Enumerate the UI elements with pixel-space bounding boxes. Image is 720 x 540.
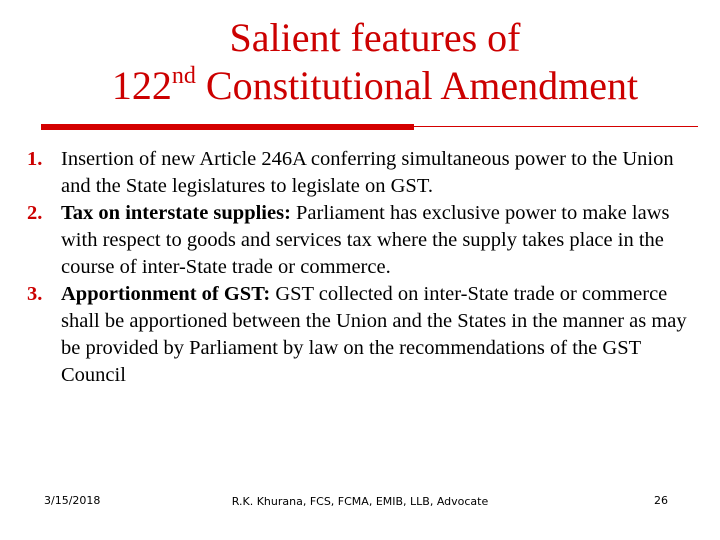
item-lead: Apportionment of GST: (61, 283, 271, 305)
title-divider-line (414, 126, 698, 127)
feature-list (0, 146, 700, 389)
footer-date: 3/15/2018 (44, 494, 101, 507)
title-line-1: Salient features of (229, 15, 521, 60)
item-lead: Tax on interstate supplies: (61, 202, 291, 224)
item-number: 3. (27, 283, 43, 305)
title-line-2 (60, 62, 690, 110)
footer-page-number: 26 (654, 494, 668, 507)
item-text: Insertion of new Article 246A conferring simultaneous power to the Union and the State legislatures to legislate on GST. (61, 148, 674, 197)
title-accent-bar (41, 124, 414, 130)
title-number: 122 (111, 63, 172, 108)
item-number: 2. (27, 202, 43, 224)
title-ordinal-suffix: nd (171, 63, 196, 89)
item-number: 1. (27, 148, 43, 170)
slide-title (60, 14, 690, 110)
list-item (0, 281, 700, 389)
item-text: GST collected on inter-State trade or commerce shall be apportioned between the Union and the States in the manner as may be provided by Parliament by law on the recommendations of the GST Council (61, 283, 687, 386)
item-text: Parliament has exclusive power to make laws with respect to goods and services tax where the supply takes place in the course of inter-State trade or commerce. (61, 202, 670, 278)
title-rest: Constitutional Amendment (195, 63, 639, 108)
footer-author: R.K. Khurana, FCS, FCMA, EMIB, LLB, Advocate (231, 495, 489, 508)
list-item (0, 200, 700, 281)
list-item (0, 146, 700, 200)
